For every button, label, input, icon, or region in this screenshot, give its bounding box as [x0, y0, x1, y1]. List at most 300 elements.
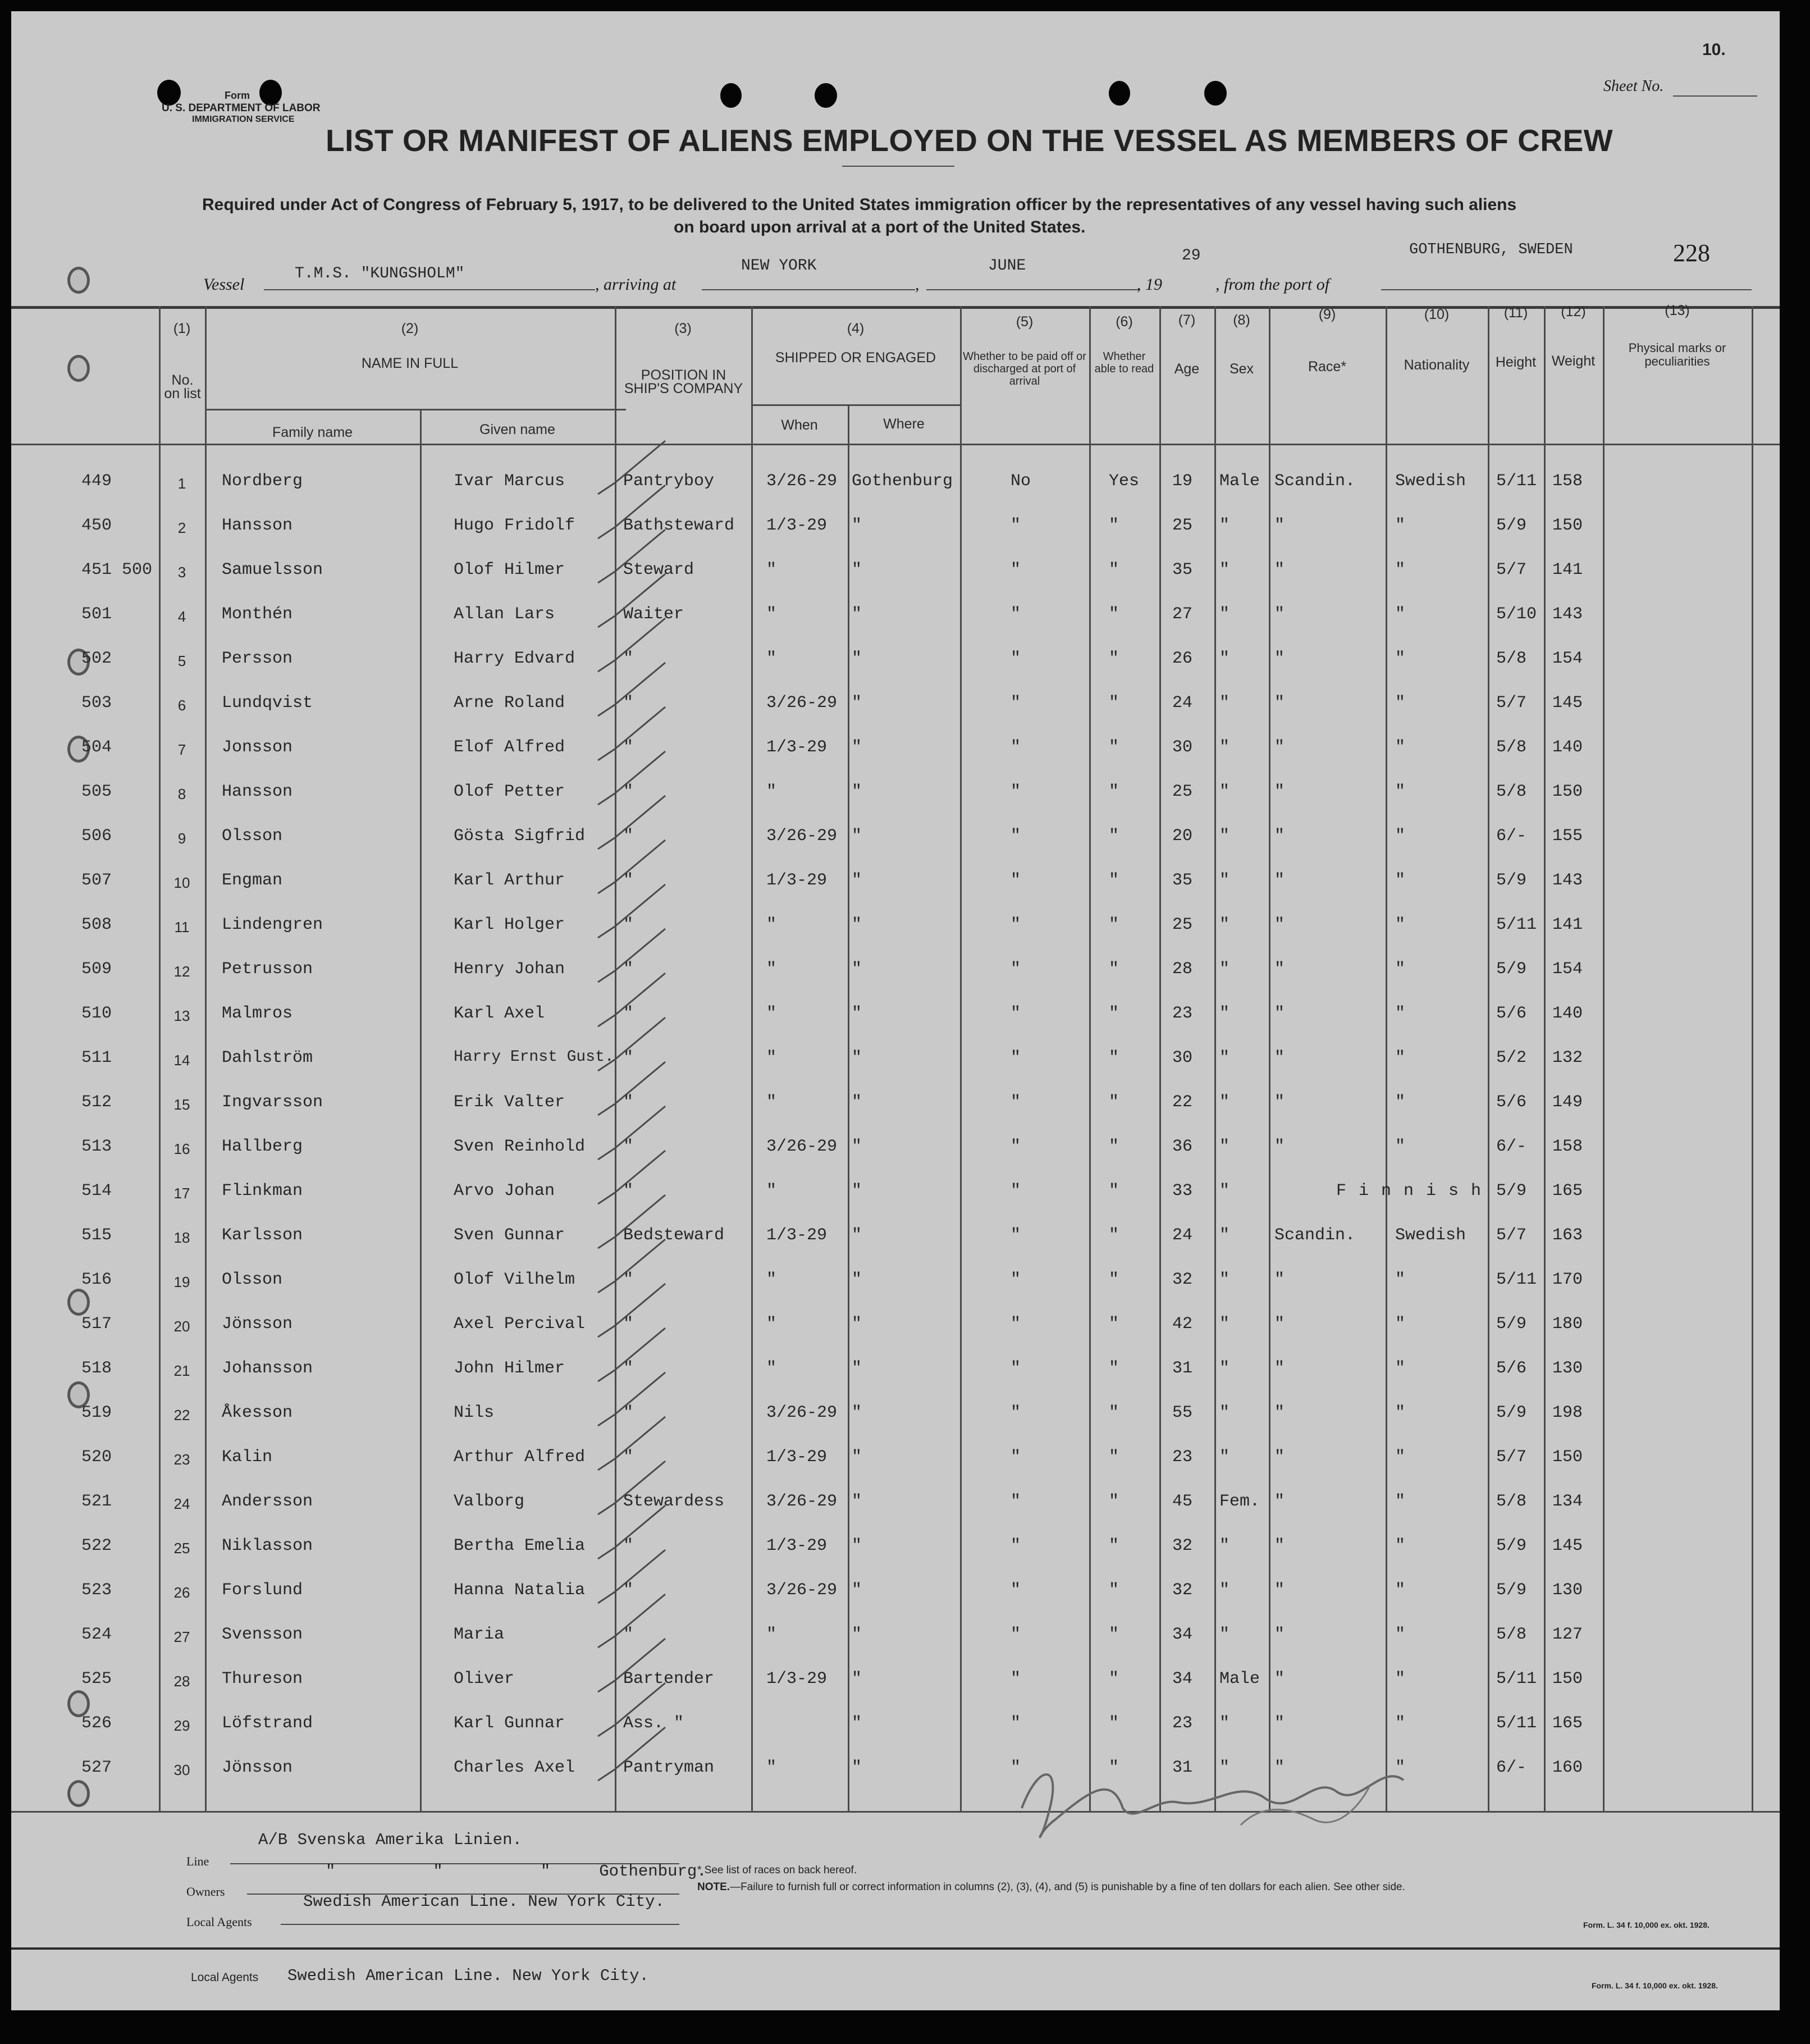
- paid-off-cell: ": [1011, 1315, 1021, 1334]
- position-cell: Ass. ": [623, 1714, 684, 1733]
- age-cell: 27: [1172, 605, 1193, 624]
- weight-cell: 154: [1552, 649, 1583, 668]
- shipped-where-cell: ": [852, 605, 862, 624]
- col-rule: [1488, 306, 1489, 1811]
- age-cell: 30: [1172, 738, 1193, 757]
- given-name-cell: Henry Johan: [454, 960, 565, 979]
- line-value: A/B Svenska Amerika Linien.: [258, 1831, 522, 1849]
- position-cell: ": [623, 960, 634, 979]
- page-number: 228: [1673, 239, 1710, 267]
- nationality-cell: ": [1395, 738, 1406, 757]
- arrival-month: JUNE: [988, 257, 1026, 275]
- race-cell: ": [1274, 1536, 1285, 1555]
- family-name-cell: Thureson: [222, 1669, 303, 1689]
- paid-off-cell: ": [1011, 871, 1021, 890]
- nationality-cell: ": [1395, 1403, 1406, 1422]
- paid-off-cell: ": [1011, 649, 1021, 668]
- given-name-cell: Gösta Sigfrid: [454, 827, 586, 846]
- paid-off-cell: ": [1011, 560, 1021, 580]
- col12-number: (12): [1561, 304, 1586, 320]
- port-line: [1381, 289, 1752, 290]
- shipped-when-cell: ": [766, 1359, 777, 1378]
- margin-number: 515: [81, 1226, 112, 1245]
- sex-cell: ": [1219, 1448, 1230, 1467]
- list-number-cell: 26: [173, 1584, 190, 1601]
- shipped-when-cell: ": [766, 782, 777, 801]
- paid-off-cell: ": [1011, 1403, 1021, 1422]
- position-cell: ": [623, 1448, 634, 1467]
- shipped-where-cell: ": [852, 560, 862, 580]
- col6-number: (6): [1116, 314, 1133, 330]
- shipped-where-cell: ": [852, 782, 862, 801]
- shipped-when-cell: 3/26-29: [766, 472, 838, 491]
- family-name-cell: Åkesson: [222, 1403, 293, 1422]
- list-number-cell: 17: [173, 1185, 190, 1202]
- shipped-when-cell: 3/26-29: [766, 694, 838, 713]
- col8-number: (8): [1233, 312, 1250, 328]
- position-cell: Bartender: [623, 1669, 715, 1689]
- age-cell: 36: [1172, 1137, 1193, 1156]
- family-name-cell: Persson: [222, 649, 293, 668]
- shipped-where-cell: ": [852, 516, 862, 535]
- binder-ring: [67, 355, 90, 382]
- sex-cell: ": [1219, 1181, 1230, 1201]
- able-to-read-cell: ": [1109, 1403, 1119, 1422]
- sex-cell: ": [1219, 1758, 1230, 1777]
- able-to-read-cell: Yes: [1109, 472, 1140, 491]
- department-label: U. S. DEPARTMENT OF LABOR: [162, 102, 321, 114]
- race-cell: Scandin.: [1274, 1226, 1356, 1245]
- race-cell: ": [1274, 1093, 1285, 1112]
- able-to-read-cell: ": [1109, 1625, 1119, 1644]
- col-rule: [1269, 306, 1270, 1811]
- race-cell: ": [1274, 1625, 1285, 1644]
- nationality-cell: ": [1395, 1714, 1406, 1733]
- able-to-read-cell: ": [1109, 694, 1119, 713]
- given-name-cell: Bertha Emelia: [454, 1536, 586, 1555]
- position-cell: Stewardess: [623, 1492, 725, 1511]
- given-name-cell: Arne Roland: [454, 694, 565, 713]
- race-cell: ": [1274, 871, 1285, 890]
- sex-cell: ": [1219, 1359, 1230, 1378]
- height-cell: 5/6: [1496, 1359, 1527, 1378]
- race-cell: ": [1274, 605, 1285, 624]
- paid-off-cell: ": [1011, 827, 1021, 846]
- family-name-cell: Kalin: [222, 1448, 273, 1467]
- nationality-cell: ": [1395, 1093, 1406, 1112]
- sex-cell: ": [1219, 560, 1230, 580]
- height-cell: 5/6: [1496, 1004, 1527, 1023]
- weight-cell: 198: [1552, 1403, 1583, 1422]
- margin-number: 519: [81, 1403, 112, 1422]
- sex-cell: ": [1219, 960, 1230, 979]
- sex-cell: Fem.: [1219, 1492, 1260, 1511]
- weight-cell: 140: [1552, 1004, 1583, 1023]
- list-number-cell: 25: [173, 1540, 190, 1557]
- given-name-cell: Nils: [454, 1403, 495, 1422]
- paid-off-cell: ": [1011, 1581, 1021, 1600]
- shipped-when-cell: 3/26-29: [766, 827, 838, 846]
- position-cell: ": [623, 1625, 634, 1644]
- position-cell: Pantryboy: [623, 472, 715, 491]
- able-to-read-cell: ": [1109, 1270, 1119, 1289]
- able-to-read-cell: ": [1109, 649, 1119, 668]
- height-cell: 5/11: [1496, 472, 1537, 491]
- race-cell: ": [1274, 1048, 1285, 1067]
- age-cell: 35: [1172, 871, 1193, 890]
- paid-off-cell: No: [1011, 472, 1031, 491]
- height-cell: 6/-: [1496, 1758, 1527, 1777]
- nationality-cell: ": [1395, 1581, 1406, 1600]
- family-name-cell: Forslund: [222, 1581, 303, 1600]
- list-number-cell: 23: [173, 1451, 190, 1468]
- margin-number: 522: [81, 1536, 112, 1555]
- nationality-cell: ": [1395, 516, 1406, 535]
- able-to-read-cell: ": [1109, 1669, 1119, 1689]
- age-cell: 32: [1172, 1536, 1193, 1555]
- shipped-where-cell: ": [852, 1536, 862, 1555]
- age-cell: 25: [1172, 516, 1193, 535]
- weight-cell: 132: [1552, 1048, 1583, 1067]
- margin-number: 517: [81, 1315, 112, 1334]
- shipped-where-cell: ": [852, 649, 862, 668]
- position-cell: ": [623, 1359, 634, 1378]
- race-cell: ": [1274, 694, 1285, 713]
- family-name-cell: Lindengren: [222, 915, 323, 934]
- sex-cell: ": [1219, 1270, 1230, 1289]
- margin-number: 510: [81, 1004, 112, 1023]
- height-cell: 5/10: [1496, 605, 1537, 624]
- position-cell: ": [623, 1093, 634, 1112]
- race-cell: ": [1274, 1137, 1285, 1156]
- vessel-name: T.M.S. "KUNGSHOLM": [295, 265, 465, 282]
- margin-number: 512: [81, 1093, 112, 1112]
- given-name-cell: Valborg: [454, 1492, 525, 1511]
- position-cell: ": [623, 782, 634, 801]
- weight-cell: 127: [1552, 1625, 1583, 1644]
- given-name-cell: Elof Alfred: [454, 738, 565, 757]
- signature-mark: [999, 1741, 1437, 1842]
- able-to-read-cell: ": [1109, 560, 1119, 580]
- weight-cell: 158: [1552, 1137, 1583, 1156]
- age-cell: 32: [1172, 1270, 1193, 1289]
- paid-off-cell: ": [1011, 1448, 1021, 1467]
- corner-mark: 10.: [1702, 40, 1726, 59]
- race-cell: ": [1274, 782, 1285, 801]
- list-number-cell: 16: [173, 1140, 190, 1157]
- nationality-cell: Swedish: [1395, 1226, 1466, 1245]
- age-cell: 30: [1172, 1048, 1193, 1067]
- nationality-cell: ": [1395, 1758, 1406, 1777]
- nationality-cell: ": [1395, 1359, 1406, 1378]
- family-name-cell: Ingvarsson: [222, 1093, 323, 1112]
- race-cell: ": [1274, 516, 1285, 535]
- age-cell: 28: [1172, 960, 1193, 979]
- sex-cell: ": [1219, 649, 1230, 668]
- height-cell: 5/9: [1496, 1403, 1527, 1422]
- col-rule: [1159, 306, 1161, 1811]
- binder-ring: [67, 1289, 90, 1316]
- shipped-where-cell: ": [852, 871, 862, 890]
- sex-cell: ": [1219, 1137, 1230, 1156]
- age-cell: 24: [1172, 694, 1193, 713]
- family-name-cell: Johansson: [222, 1359, 313, 1378]
- agents-label: Local Agents: [186, 1915, 252, 1929]
- able-to-read-cell: ": [1109, 871, 1119, 890]
- note-body: —Failure to furnish full or correct information in columns (2), (3), (4), and (5) is punishable by a fine of ten dollars for each alien. See other side.: [730, 1881, 1405, 1893]
- weight-cell: 180: [1552, 1315, 1583, 1334]
- nationality-cell: ": [1395, 1625, 1406, 1644]
- col-rule: [205, 306, 207, 1811]
- race-cell: ": [1274, 1669, 1285, 1689]
- col13-header: Physical marks or peculiarities: [1628, 341, 1726, 368]
- height-cell: 5/8: [1496, 782, 1527, 801]
- col4-header: SHIPPED OR ENGAGED: [775, 350, 936, 366]
- arrival-day: 29: [1182, 247, 1201, 264]
- height-cell: 5/11: [1496, 915, 1537, 934]
- able-to-read-cell: ": [1109, 782, 1119, 801]
- owners-value: " " " Gothenburg.: [326, 1862, 707, 1881]
- height-cell: 5/9: [1496, 1181, 1527, 1201]
- col-rule: [1089, 306, 1091, 1811]
- given-name-cell: Karl Holger: [454, 915, 565, 934]
- nationality-cell: ": [1395, 1048, 1406, 1067]
- paid-off-cell: ": [1011, 1492, 1021, 1511]
- list-number-cell: 13: [173, 1007, 190, 1024]
- nationality-cell: ": [1395, 871, 1406, 890]
- shipped-when-cell: ": [766, 560, 777, 580]
- margin-number: 450: [81, 516, 112, 535]
- weight-cell: 130: [1552, 1359, 1583, 1378]
- margin-number: 523: [81, 1581, 112, 1600]
- family-name-cell: Engman: [222, 871, 283, 890]
- shipped-when-cell: 1/3-29: [766, 516, 828, 535]
- shipped-where-cell: ": [852, 1048, 862, 1067]
- nationality-cell: ": [1395, 1536, 1406, 1555]
- col9-header: Race*: [1308, 359, 1347, 375]
- nationality-cell: ": [1395, 694, 1406, 713]
- list-number-cell: 9: [177, 830, 186, 847]
- age-cell: 32: [1172, 1581, 1193, 1600]
- col-rule: [960, 306, 962, 1811]
- margin-number: 526: [81, 1714, 112, 1733]
- height-cell: 5/9: [1496, 1536, 1527, 1555]
- col3-number: (3): [674, 321, 692, 336]
- col-rule: [751, 306, 753, 1811]
- position-cell: ": [623, 1581, 634, 1600]
- weight-cell: 134: [1552, 1492, 1583, 1511]
- shipped-when-cell: ": [766, 1625, 777, 1644]
- race-cell: ": [1274, 1448, 1285, 1467]
- age-cell: 55: [1172, 1403, 1193, 1422]
- list-number-cell: 22: [173, 1407, 190, 1424]
- sex-cell: ": [1219, 738, 1230, 757]
- weight-cell: 155: [1552, 827, 1583, 846]
- races-note: * See list of races on back hereof.: [697, 1864, 857, 1876]
- given-name-cell: Harry Edvard: [454, 649, 575, 668]
- note-label: NOTE.: [697, 1881, 730, 1893]
- departure-port: GOTHENBURG, SWEDEN: [1409, 241, 1573, 258]
- list-number-cell: 20: [173, 1318, 190, 1335]
- race-cell: ": [1274, 960, 1285, 979]
- able-to-read-cell: ": [1109, 1448, 1119, 1467]
- family-name-cell: Olsson: [222, 827, 283, 846]
- height-cell: 5/8: [1496, 649, 1527, 668]
- shipped-when-cell: ": [766, 605, 777, 624]
- family-name-cell: Monthén: [222, 605, 293, 624]
- list-number-cell: 11: [174, 919, 190, 936]
- col11-header: Height: [1495, 354, 1537, 370]
- height-cell: 5/9: [1496, 1581, 1527, 1600]
- height-cell: 5/7: [1496, 560, 1527, 580]
- given-name-cell: Karl Gunnar: [454, 1714, 565, 1733]
- shipped-when-cell: 1/3-29: [766, 1448, 828, 1467]
- nationality-cell: ": [1395, 915, 1406, 934]
- sex-cell: ": [1219, 694, 1230, 713]
- paid-off-cell: ": [1011, 1093, 1021, 1112]
- paid-off-cell: ": [1011, 1004, 1021, 1023]
- age-cell: 24: [1172, 1226, 1193, 1245]
- able-to-read-cell: ": [1109, 1581, 1119, 1600]
- weight-cell: 141: [1552, 560, 1583, 580]
- family-name-cell: Jönsson: [222, 1315, 293, 1334]
- given-name-cell: Hugo Fridolf: [454, 516, 575, 535]
- shipped-when-cell: ": [766, 1004, 777, 1023]
- paid-off-cell: ": [1011, 1048, 1021, 1067]
- paid-off-cell: ": [1011, 1359, 1021, 1378]
- col7-number: (7): [1178, 312, 1196, 328]
- given-name-cell: Axel Percival: [454, 1315, 586, 1334]
- col5-header: Whether to be paid off or discharged at port of arrival: [963, 350, 1086, 387]
- margin-number: 507: [81, 871, 112, 890]
- shipped-when-cell: 1/3-29: [766, 738, 828, 757]
- owners-label: Owners: [186, 1885, 225, 1899]
- weight-cell: 165: [1552, 1181, 1583, 1201]
- family-name-cell: Malmros: [222, 1004, 293, 1023]
- weight-cell: 150: [1552, 782, 1583, 801]
- position-cell: ": [623, 1536, 634, 1555]
- paid-off-cell: ": [1011, 694, 1021, 713]
- shipped-where-cell: ": [852, 1004, 862, 1023]
- shipped-when-cell: 3/26-29: [766, 1581, 838, 1600]
- family-name-cell: Nordberg: [222, 472, 303, 491]
- shipped-when-cell: 3/26-29: [766, 1403, 838, 1422]
- able-to-read-cell: ": [1109, 1004, 1119, 1023]
- punch-hole: [720, 83, 742, 108]
- age-cell: 19: [1172, 472, 1193, 491]
- paid-off-cell: ": [1011, 1669, 1021, 1689]
- col-rule: [1544, 306, 1546, 1811]
- form-label: Form: [225, 90, 250, 101]
- dup-strip-edge: [11, 1947, 1780, 1950]
- race-cell: F i n n i s h: [1336, 1181, 1483, 1201]
- margin-number: 518: [81, 1359, 112, 1378]
- shipped-where-cell: ": [852, 1758, 862, 1777]
- col1-number: (1): [173, 321, 191, 336]
- binder-ring: [67, 267, 90, 294]
- list-number-cell: 1: [177, 475, 186, 492]
- list-number-cell: 29: [173, 1717, 190, 1734]
- height-cell: 6/-: [1496, 1137, 1527, 1156]
- family-name-cell: Hallberg: [222, 1137, 303, 1156]
- arrival-line: [702, 289, 915, 290]
- comma-mark: ,: [915, 275, 920, 294]
- position-cell: Waiter: [623, 605, 684, 624]
- able-to-read-cell: ": [1109, 1758, 1119, 1777]
- sex-cell: ": [1219, 1093, 1230, 1112]
- weight-cell: 143: [1552, 605, 1583, 624]
- age-cell: 45: [1172, 1492, 1193, 1511]
- shipped-when-cell: ": [766, 1758, 777, 1777]
- paid-off-cell: ": [1011, 960, 1021, 979]
- age-cell: 23: [1172, 1004, 1193, 1023]
- shipped-where-cell: ": [852, 1669, 862, 1689]
- note-text: [697, 1881, 1405, 1894]
- paid-off-cell: ": [1011, 605, 1021, 624]
- col10-header: Nationality: [1404, 357, 1470, 373]
- agents-value: Swedish American Line. New York City.: [303, 1892, 665, 1911]
- family-name-cell: Karlsson: [222, 1226, 303, 1245]
- given-name-cell: Olof Petter: [454, 782, 565, 801]
- binder-ring: [67, 1780, 90, 1807]
- month-line: [926, 289, 1140, 290]
- paid-off-cell: ": [1011, 1625, 1021, 1644]
- list-number-cell: 30: [173, 1762, 190, 1778]
- paid-off-cell: ": [1011, 1181, 1021, 1201]
- family-name-cell: Olsson: [222, 1270, 283, 1289]
- shipped-where-cell: ": [852, 738, 862, 757]
- height-cell: 5/9: [1496, 516, 1527, 535]
- punch-hole: [815, 83, 837, 108]
- sex-cell: ": [1219, 1714, 1230, 1733]
- manifest-sheet: [11, 11, 1780, 2010]
- able-to-read-cell: ": [1109, 1714, 1119, 1733]
- margin-number: 525: [81, 1669, 112, 1689]
- shipped-when-cell: ": [766, 1093, 777, 1112]
- col8-header: Sex: [1229, 361, 1254, 377]
- able-to-read-cell: ": [1109, 1226, 1119, 1245]
- weight-cell: 143: [1552, 871, 1583, 890]
- from-label: , from the port of: [1215, 275, 1330, 294]
- weight-cell: 160: [1552, 1758, 1583, 1777]
- family-name-cell: Niklasson: [222, 1536, 313, 1555]
- shipped-where-cell: ": [852, 1226, 862, 1245]
- race-cell: ": [1274, 1492, 1285, 1511]
- col-rule: [1603, 306, 1605, 1811]
- age-cell: 25: [1172, 782, 1193, 801]
- binder-ring: [67, 1690, 90, 1717]
- position-cell: ": [623, 649, 634, 668]
- col9-number: (9): [1318, 307, 1336, 322]
- list-number-cell: 18: [173, 1229, 190, 1246]
- paid-off-cell: ": [1011, 1758, 1021, 1777]
- shipped-where-cell: ": [852, 1270, 862, 1289]
- shipped-when-cell: 1/3-29: [766, 1536, 828, 1555]
- family-name-cell: Petrusson: [222, 960, 313, 979]
- given-name-cell: Olof Vilhelm: [454, 1270, 575, 1289]
- paid-off-cell: ": [1011, 1536, 1021, 1555]
- dup-agents-label: Local Agents: [191, 1971, 259, 1984]
- able-to-read-cell: ": [1109, 1181, 1119, 1201]
- race-cell: ": [1274, 1004, 1285, 1023]
- given-name-cell: Allan Lars: [454, 605, 555, 624]
- family-name-cell: Andersson: [222, 1492, 313, 1511]
- position-cell: ": [623, 915, 634, 934]
- margin-number: 508: [81, 915, 112, 934]
- height-cell: 5/9: [1496, 1315, 1527, 1334]
- list-number-cell: 5: [177, 653, 186, 669]
- shipped-where-cell: ": [852, 915, 862, 934]
